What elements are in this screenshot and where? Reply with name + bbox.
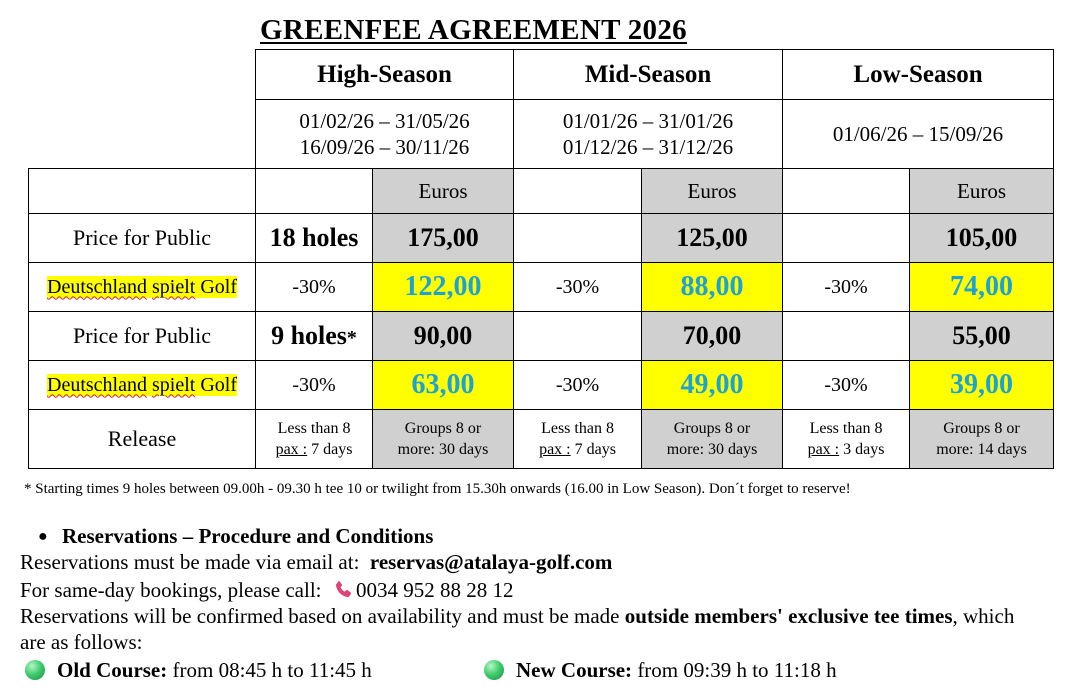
table-row bbox=[29, 214, 1054, 263]
season-low: Low-Season bbox=[783, 50, 1054, 100]
holes-9-label: 9 holes* bbox=[256, 312, 373, 361]
date-range: 01/12/26 – 31/12/26 bbox=[562, 135, 734, 159]
empty-cell bbox=[514, 312, 642, 361]
season-header-row bbox=[29, 50, 1054, 100]
email-line: Reservations must be made via email at: reservas@atalaya-golf.com bbox=[20, 550, 613, 574]
season-high-dates bbox=[256, 100, 514, 169]
price-low-9: 55,00 bbox=[910, 312, 1054, 361]
release-mid-small: Less than 8 pax : 7 days bbox=[514, 410, 642, 469]
dsg-price-mid-18: 88,00 bbox=[642, 263, 783, 312]
price-high-9: 90,00 bbox=[373, 312, 514, 361]
date-range: 01/01/26 – 31/01/26 bbox=[562, 109, 734, 133]
empty-cell bbox=[783, 312, 910, 361]
bullet-icon: ● bbox=[38, 528, 48, 545]
empty-cell bbox=[783, 169, 910, 214]
phone-line: For same-day bookings, please call: 0034 952 88 28 12 bbox=[20, 578, 514, 602]
discount-mid-9: -30% bbox=[514, 361, 642, 410]
release-row bbox=[29, 410, 1054, 469]
release-low-groups: Groups 8 or more: 14 days bbox=[910, 410, 1054, 469]
row-label-dsg-18: Deutschland spielt Golf bbox=[29, 263, 256, 312]
price-low-18: 105,00 bbox=[910, 214, 1054, 263]
currency-label: Euros bbox=[373, 169, 514, 214]
season-high: High-Season bbox=[256, 50, 514, 100]
empty-cell bbox=[783, 214, 910, 263]
discount-mid-18: -30% bbox=[514, 263, 642, 312]
row-label-public-9: Price for Public bbox=[29, 312, 256, 361]
phone-icon bbox=[332, 579, 354, 601]
new-course-line: New Course: from 09:39 h to 11:18 h bbox=[484, 658, 837, 683]
discount-low-18: -30% bbox=[783, 263, 910, 312]
date-range: 01/06/26 – 15/09/26 bbox=[832, 122, 1004, 146]
dsg-price-low-18: 74,00 bbox=[910, 263, 1054, 312]
price-high-18: 175,00 bbox=[373, 214, 514, 263]
season-low-dates bbox=[783, 100, 1054, 169]
price-mid-9: 70,00 bbox=[642, 312, 783, 361]
dsg-price-high-9: 63,00 bbox=[373, 361, 514, 410]
empty-corner bbox=[29, 50, 256, 100]
dsg-price-mid-9: 49,00 bbox=[642, 361, 783, 410]
discount-low-9: -30% bbox=[783, 361, 910, 410]
discount-high-9: -30% bbox=[256, 361, 373, 410]
release-high-groups: Groups 8 or more: 30 days bbox=[373, 410, 514, 469]
holes-18-label: 18 holes bbox=[256, 214, 373, 263]
release-low-small: Less than 8 pax : 3 days bbox=[783, 410, 910, 469]
date-range: 01/02/26 – 31/05/26 bbox=[299, 109, 470, 133]
release-mid-groups: Groups 8 or more: 30 days bbox=[642, 410, 783, 469]
row-label-release: Release bbox=[29, 410, 256, 469]
row-label-public-18: Price for Public bbox=[29, 214, 256, 263]
season-mid: Mid-Season bbox=[514, 50, 783, 100]
currency-label: Euros bbox=[642, 169, 783, 214]
currency-row bbox=[29, 169, 1054, 214]
season-dates-row bbox=[29, 100, 1054, 169]
empty-cell bbox=[514, 214, 642, 263]
empty-corner bbox=[29, 100, 256, 169]
empty-cell bbox=[256, 169, 373, 214]
table-row bbox=[29, 312, 1054, 361]
discount-high-18: -30% bbox=[256, 263, 373, 312]
table-row bbox=[29, 263, 1054, 312]
table-row bbox=[29, 361, 1054, 410]
confirm-line-2: are as follows: bbox=[20, 630, 143, 654]
phone-number[interactable]: 0034 952 88 28 12 bbox=[356, 578, 514, 602]
empty-cell bbox=[514, 169, 642, 214]
golf-ball-icon bbox=[484, 660, 504, 680]
golf-ball-icon bbox=[25, 660, 45, 680]
date-range: 16/09/26 – 30/11/26 bbox=[299, 135, 470, 159]
release-high-small: Less than 8 pax : 7 days bbox=[256, 410, 373, 469]
empty-cell bbox=[29, 169, 256, 214]
dsg-price-low-9: 39,00 bbox=[910, 361, 1054, 410]
email-address[interactable]: reservas@atalaya-golf.com bbox=[369, 550, 613, 574]
currency-label: Euros bbox=[910, 169, 1054, 214]
document-title: GREENFEE AGREEMENT 2026 bbox=[260, 14, 687, 46]
old-course-line: Old Course: from 08:45 h to 11:45 h bbox=[25, 658, 372, 683]
greenfee-table bbox=[28, 49, 1054, 469]
season-mid-dates bbox=[514, 100, 783, 169]
dsg-price-high-18: 122,00 bbox=[373, 263, 514, 312]
row-label-dsg-9: Deutschland spielt Golf bbox=[29, 361, 256, 410]
confirm-line: Reservations will be confirmed based on availability and must be made outside members' exclusive tee times, which bbox=[20, 604, 1015, 628]
price-mid-18: 125,00 bbox=[642, 214, 783, 263]
reservations-heading: ● Reservations – Procedure and Conditions bbox=[38, 524, 434, 548]
footnote: * Starting times 9 holes between 09.00h - 09.30 h tee 10 or twilight from 15.30h onwards (16.00 in Low Season). Don´t forget to reserve! bbox=[24, 481, 851, 497]
